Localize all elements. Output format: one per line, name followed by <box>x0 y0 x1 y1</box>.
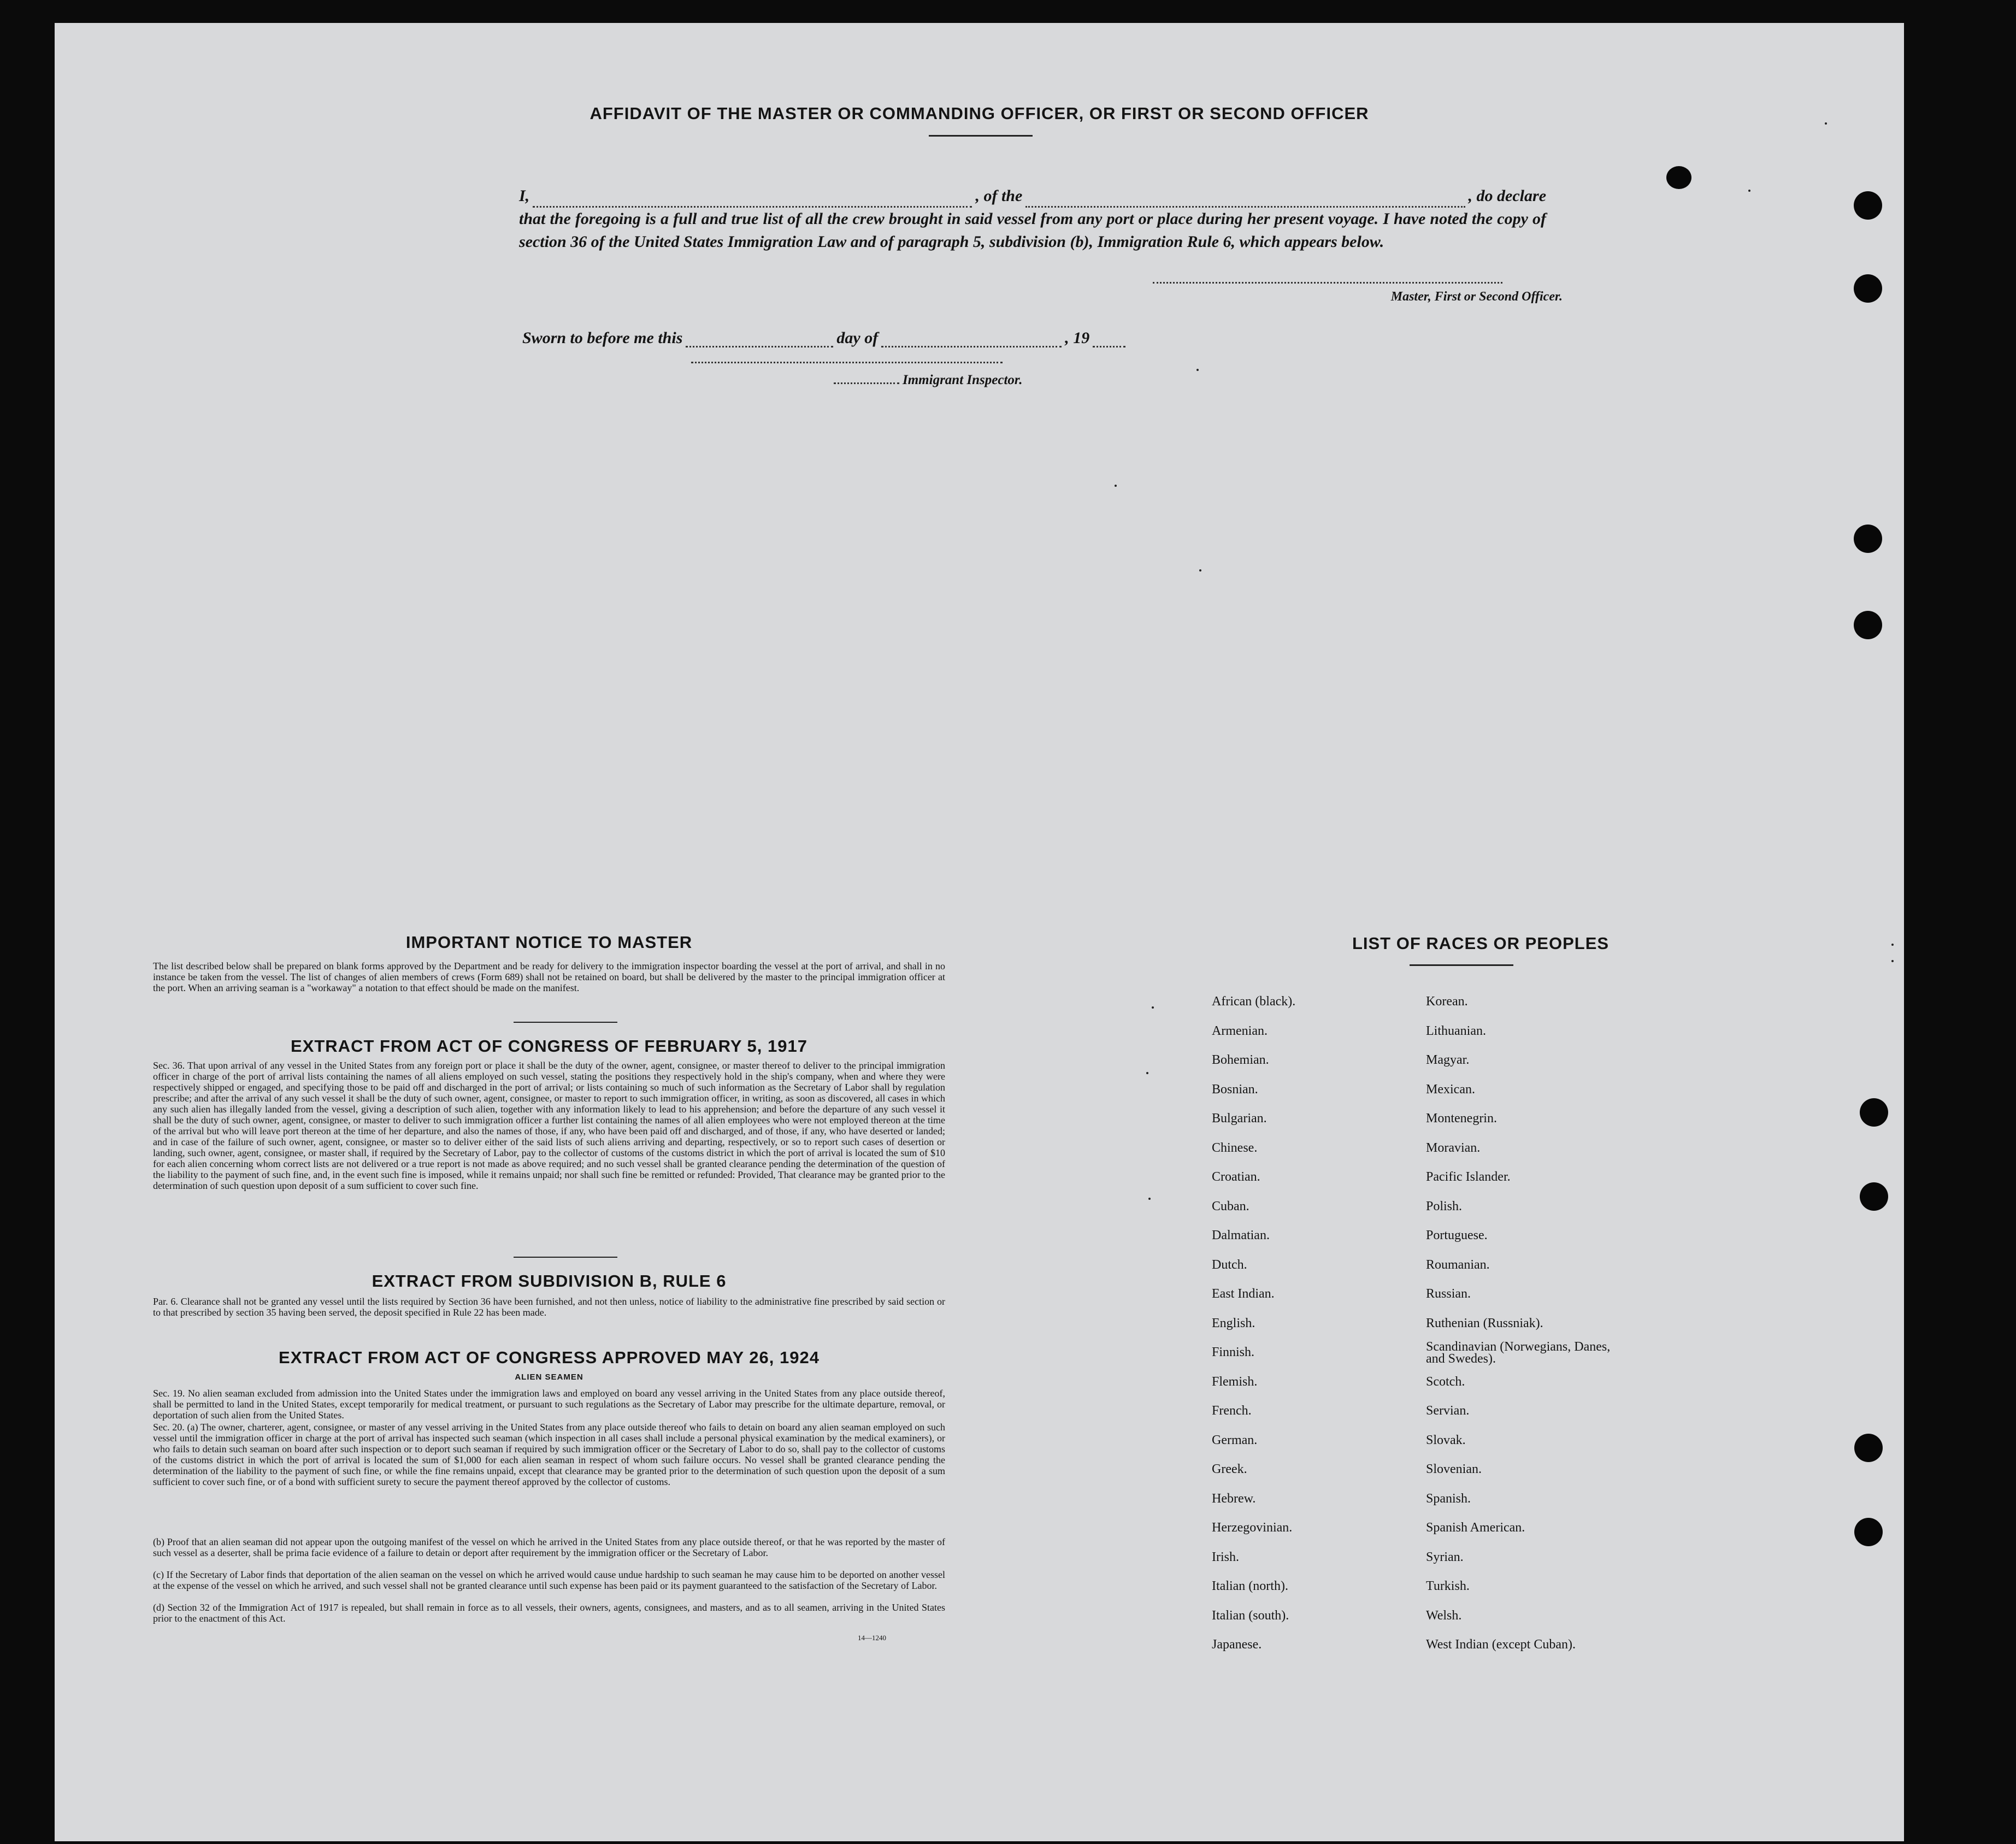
race-item: Scandinavian (Norwegians, Danes, and Swedes). <box>1426 1340 1611 1366</box>
race-item: Dutch. <box>1212 1257 1247 1272</box>
race-item: Roumanian. <box>1426 1257 1490 1272</box>
extract-1924-section-20c: (c) If the Secretary of Labor finds that deportation of the alien seaman on the vessel on which he arrived would cause undue hardship to such seaman he may cause him to be deported on another vessel at the expense of the vessel on which he arrived, and such vessel shall not be granted clearance until such expense has been paid or its payment guaranteed to the satisfaction of the Secretary of Labor. <box>153 1569 945 1591</box>
speck <box>1891 960 1894 962</box>
punch-hole <box>1854 611 1882 639</box>
races-title: LIST OF RACES OR PEOPLES <box>1352 934 1610 953</box>
officer-name-blank[interactable] <box>533 202 972 208</box>
vessel-name-blank[interactable] <box>1025 202 1465 208</box>
sworn-text: Sworn to before me this <box>522 329 683 347</box>
race-item: Lithuanian. <box>1426 1023 1486 1038</box>
punch-hole <box>1854 274 1882 303</box>
punch-hole <box>1854 1518 1883 1546</box>
race-item: Bosnian. <box>1212 1082 1258 1097</box>
race-item: English. <box>1212 1316 1255 1330</box>
race-item: Chinese. <box>1212 1140 1258 1155</box>
inspector-signature-blank[interactable] <box>691 362 1003 363</box>
race-item: African (black). <box>1212 994 1296 1009</box>
speck <box>1196 369 1199 371</box>
officer-signature-label: Master, First or Second Officer. <box>1390 290 1563 304</box>
race-item: Ruthenian (Russniak). <box>1426 1316 1543 1330</box>
race-item: Finnish. <box>1212 1345 1255 1359</box>
punch-hole <box>1854 525 1882 553</box>
punch-hole <box>1854 191 1882 220</box>
extract-1917-rule <box>514 1257 617 1258</box>
race-item: East Indian. <box>1212 1287 1275 1301</box>
race-item: Slovak. <box>1426 1433 1466 1447</box>
affidavit-i-text: I, <box>519 187 530 205</box>
speck <box>1825 122 1827 125</box>
race-item: Magyar. <box>1426 1053 1470 1067</box>
sworn-line <box>522 329 1129 347</box>
notice-text: The list described below shall be prepared on blank forms approved by the Department and be ready for delivery to the immigration inspector boarding the vessel at the port of arrival, and shall in no instance be taken from the vessel. The list of changes of alien members of crews (Form 689) shall not be retained on board, but shall be delivered by the master to the principal immigration officer at the port. When an arriving seaman is a "workaway" a notation to that effect should be made on the manifest. <box>153 961 945 993</box>
sworn-day-blank[interactable] <box>686 341 833 347</box>
race-item: Turkish. <box>1426 1579 1470 1593</box>
affidavit-declaration <box>519 185 1546 254</box>
affidavit-declare-text: , do declare <box>1468 187 1547 205</box>
speck <box>1146 1072 1148 1074</box>
race-item: Dalmatian. <box>1212 1228 1270 1242</box>
sworn-year-text: , 19 <box>1065 329 1090 347</box>
race-item: Montenegrin. <box>1426 1111 1497 1126</box>
race-item: Servian. <box>1426 1404 1470 1418</box>
race-item: Japanese. <box>1212 1637 1262 1652</box>
speck <box>1148 1198 1151 1200</box>
race-item: German. <box>1212 1433 1258 1447</box>
race-item: Korean. <box>1426 994 1468 1009</box>
document-page <box>55 23 1904 1841</box>
race-item: Croatian. <box>1212 1170 1260 1184</box>
extract-1924-section-20a: Sec. 20. (a) The owner, charterer, agent, consignee, or master of any vessel arriving in the United States from any place outside thereof who fails to detain on board any alien seaman employed on such vessel until the immigration officer in charge at the port of arrival has inspected such seaman (which inspection in all cases shall include a personal physical examination by the medical examiners), or who fails to detain such seaman on board after such inspection or to deport such seaman if required by such immigration officer or the Secretary of Labor to do so, shall pay to the collector of customs of the customs district in which the port of arrival is located the sum of $1,000 for each alien seaman in respect of whom such failure occurs. No vessel shall be granted clearance pending the determination of the liability to the payment of such fine, or while the fine remains unpaid, except that clearance may be granted prior to the determination of such question upon the deposit of a sum sufficient to cover such fine, or of a bond with sufficient surety to secure the payment thereof approved by the collector of customs. <box>153 1422 945 1487</box>
race-item: Portuguese. <box>1426 1228 1488 1242</box>
speck <box>1199 569 1201 572</box>
extract-1924-section-19: Sec. 19. No alien seaman excluded from admission into the United States under the immigration laws and employed on board any vessel arriving in the United States from any place outside thereof, shall be permitted to land in the United States, except temporarily for medical treatment, or pursuant to such regulations as the Secretary of Labor may prescribe for the ultimate departure, removal, or deportation of such alien from the United States. <box>153 1388 945 1421</box>
extract-1924-subtitle: ALIEN SEAMEN <box>515 1372 583 1382</box>
inspector-signature-label <box>830 373 1023 388</box>
race-item: Irish. <box>1212 1550 1239 1564</box>
affidavit-body-text: that the foregoing is a full and true list of all the crew brought in said vessel from any port or place during her present voyage. I have noted the copy of section 36 of the United States Immigration Law and of paragraph 5, subdivision (b), Immigration Rule 6, which appears below. <box>519 210 1546 251</box>
inspector-name-blank[interactable] <box>834 378 899 384</box>
speck <box>1115 485 1117 487</box>
race-item: Herzegovinian. <box>1212 1521 1293 1535</box>
speck <box>1152 1006 1154 1009</box>
extract-1924-title: EXTRACT FROM ACT OF CONGRESS APPROVED MAY 26, 1924 <box>279 1348 820 1367</box>
notice-title: IMPORTANT NOTICE TO MASTER <box>405 933 693 952</box>
speck <box>1748 190 1750 192</box>
race-item: Mexican. <box>1426 1082 1475 1097</box>
punch-hole <box>1860 1182 1888 1211</box>
race-item: Cuban. <box>1212 1199 1249 1213</box>
extract-rule6-text: Par. 6. Clearance shall not be granted any vessel until the lists required by Section 36 have been furnished, and not then unless, notice of liability to the administrative fine prescribed by said section or to that prescribed by section 35 having been served, the deposit specified in Rule 22 has been made. <box>153 1296 945 1318</box>
race-item: Spanish. <box>1426 1491 1471 1506</box>
race-item: Flemish. <box>1212 1374 1258 1389</box>
extract-1917-text: Sec. 36. That upon arrival of any vessel in the United States from any foreign port or place it shall be the duty of the owner, agent, consignee, or master thereof to deliver to the principal immigration officer in charge of the port of arrival lists containing the names of all aliens employed on such vessel, stating the positions they respectively hold in the ship's company, when and where they were respectively shipped or engaged, and specifying those to be paid off and discharged in the port of arrival; or lists containing so much of such information as the Secretary of Labor shall by regulation prescribe; and after the arrival of any such vessel it shall be the duty of such owner, agent, consignee, or master to report to such immigration officer, in writing, as soon as discovered, all cases in which any such alien has illegally landed from the vessel, giving a description of such alien, together with any information likely to lead to his apprehension; and before the departure of any such vessel it shall be the duty of such owner, agent, consignee, or master to deliver to such immigration officer a further list containing the names of all alien employees who were not employed thereon at the time of the arrival but who will leave port thereon at the time of her departure, and also the names of those, if any, who have been paid off and discharged, and of those, if any, who have deserted or landed; and in case of the failure of such owner, agent, consignee, or master so to deliver either of the said lists of such aliens arriving and departing, respectively, or so to report such cases of desertion or landing, such owner, agent, consignee, or master shall, if required by the Secretary of Labor, pay to the collector of customs of the customs district in which the port of arrival is located the sum of $10 for each alien concerning whom correct lists are not delivered or a true report is not made as above required; and no such vessel shall be granted clearance pending the determination of the question of the liability to the payment of such fine, and, in the event such fine is imposed, while it remains unpaid; nor shall such fine be remitted or refunded: Provided, That clearance may be granted prior to the determination of such question upon deposit of a sum sufficient to cover such fine. <box>153 1060 945 1191</box>
race-item: Russian. <box>1426 1287 1471 1301</box>
inspector-label-text: Immigrant Inspector. <box>903 373 1023 387</box>
punch-hole <box>1860 1098 1888 1127</box>
sworn-day-of-text: day of <box>836 329 879 347</box>
extract-1917-title: EXTRACT FROM ACT OF CONGRESS OF FEBRUARY 5, 1917 <box>291 1036 807 1056</box>
race-item: Spanish American. <box>1426 1521 1525 1535</box>
race-item: Armenian. <box>1212 1023 1268 1038</box>
race-item: Italian (south). <box>1212 1608 1289 1623</box>
punch-hole <box>1854 1434 1883 1462</box>
extract-rule6-title: EXTRACT FROM SUBDIVISION B, RULE 6 <box>372 1271 727 1291</box>
form-number: 14—1240 <box>858 1634 886 1642</box>
affidavit-of-the-text: , of the <box>975 187 1023 205</box>
race-item: Italian (north). <box>1212 1579 1288 1593</box>
race-item: Slovenian. <box>1426 1462 1482 1476</box>
race-item: Greek. <box>1212 1462 1247 1476</box>
affidavit-line-1 <box>519 185 1546 208</box>
extract-1924-section-20d: (d) Section 32 of the Immigration Act of 1917 is repealed, but shall remain in force as to all vessels, their owners, agents, consignees, and masters, and as to all seamen, arriving in the United States prior to the enactment of this Act. <box>153 1602 945 1624</box>
race-item: Syrian. <box>1426 1550 1464 1564</box>
race-item: Polish. <box>1426 1199 1463 1213</box>
sworn-year-blank[interactable] <box>1093 341 1125 347</box>
race-item: Scotch. <box>1426 1374 1465 1389</box>
affidavit-title: AFFIDAVIT OF THE MASTER OR COMMANDING OFFICER, OR FIRST OR SECOND OFFICER <box>590 104 1369 123</box>
speck <box>1891 944 1894 946</box>
races-title-rule <box>1410 964 1513 966</box>
race-item: Pacific Islander. <box>1426 1170 1511 1184</box>
race-item: Bulgarian. <box>1212 1111 1267 1126</box>
race-item: French. <box>1212 1404 1252 1418</box>
extract-1924-section-20b: (b) Proof that an alien seaman did not appear upon the outgoing manifest of the vessel on which he arrived in the United States from any place outside thereof, or that he was reported by the master of such vessel as a deserter, shall be prima facie evidence of a failure to detain or deport after requirement by the immigration officer or the Secretary of Labor. <box>153 1536 945 1558</box>
officer-signature-blank[interactable] <box>1153 282 1502 284</box>
race-item: Hebrew. <box>1212 1491 1256 1506</box>
sworn-month-blank[interactable] <box>881 341 1062 347</box>
punch-hole <box>1666 166 1691 189</box>
race-item: Bohemian. <box>1212 1053 1269 1067</box>
affidavit-title-rule <box>929 135 1033 137</box>
race-item: Moravian. <box>1426 1140 1481 1155</box>
race-item: West Indian (except Cuban). <box>1426 1637 1576 1652</box>
notice-rule <box>514 1022 617 1023</box>
race-item: Welsh. <box>1426 1608 1462 1623</box>
